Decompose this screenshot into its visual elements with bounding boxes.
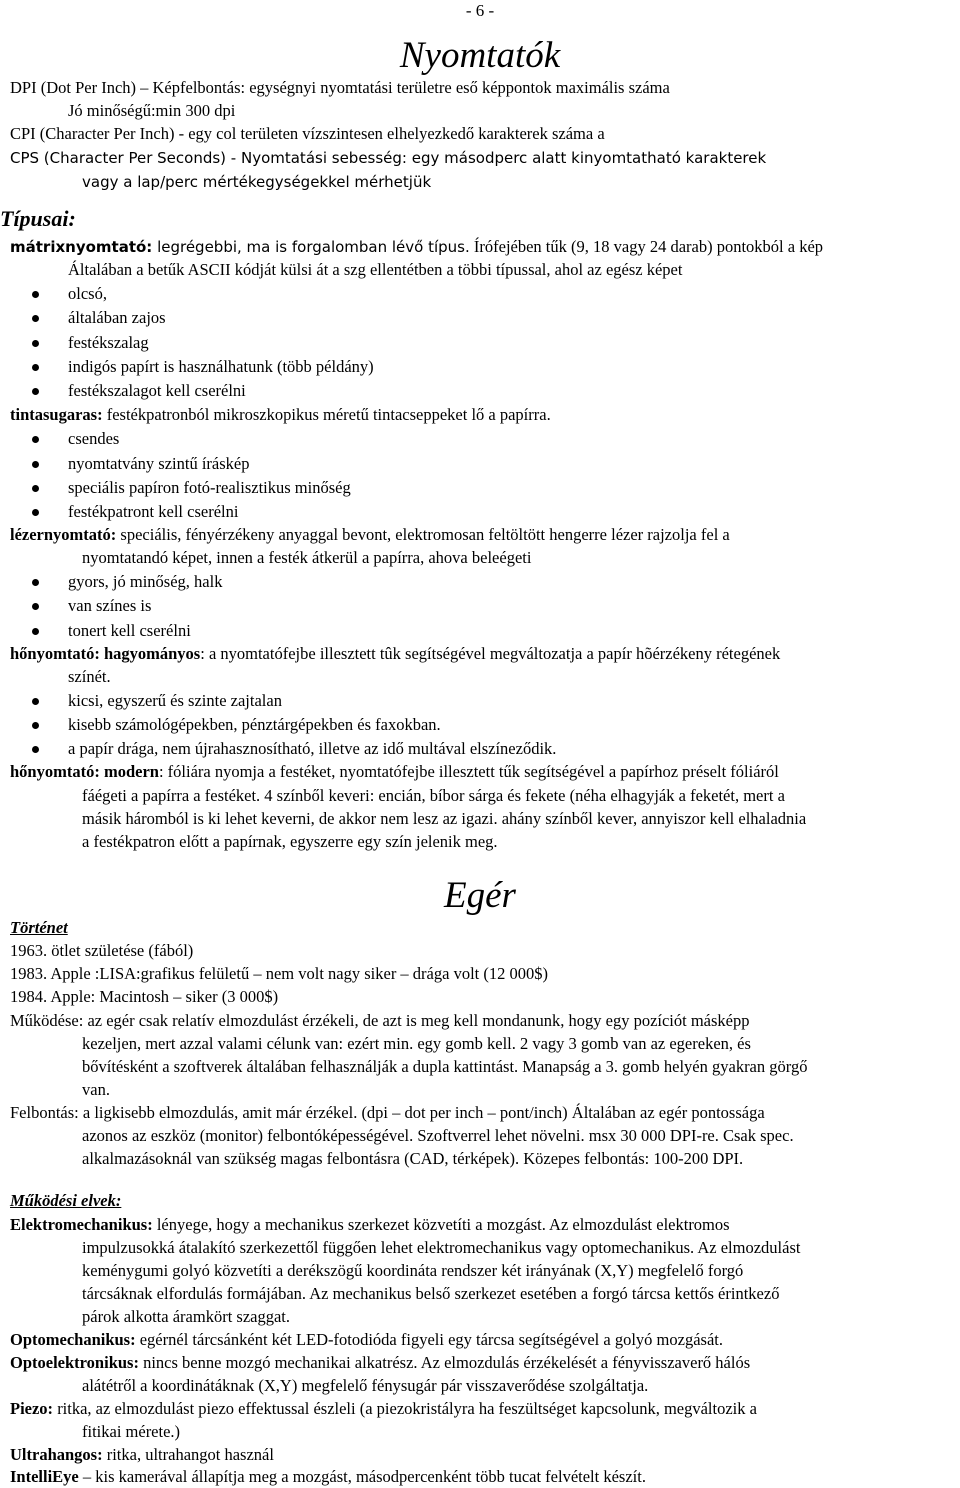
thermal-classic-cont: színét.: [68, 667, 111, 686]
bullet-icon: [32, 364, 39, 371]
bullet-icon: [32, 698, 39, 705]
history-line: 1963. ötlet születése (fából): [10, 941, 194, 960]
bullet-icon: [32, 436, 39, 443]
intro-line: CPS (Character Per Seconds) - Nyomtatási sebesség: egy másodperc alatt kinyomtatható karakterek: [10, 149, 767, 167]
bullet-icon: [32, 579, 39, 586]
intro-line: CPI (Character Per Inch) - egy col területen vízszintesen elhelyezkedő karakterek száma a: [10, 124, 605, 143]
piezo-cont: fitikai mérete.): [82, 1422, 181, 1441]
bullet-icon: [32, 603, 39, 610]
thermal-modern-cont: a festékpatron előtt a papírnak, egyszerre egy szín jelenik meg.: [82, 832, 498, 851]
history-line: 1983. Apple :LISA:grafikus felületű – nem volt nagy siker – drága volt (12 000$): [10, 964, 548, 983]
thermal-modern-text: : fóliára nyomja a festéket, nyomtatófejbe illesztett tűk segítségével a papírhoz préselt fóliáról: [158, 762, 779, 781]
thermal-modern-cont: másik háromból is ki lehet keverni, de akkor nem lesz az igazi. ahány színből kever, annyiszor kell elhaladnia: [82, 809, 807, 828]
laser-text: speciális, fényérzékeny anyaggal bevont, elektromosan feltöltött hengerre lézer rajzolja fel a: [116, 525, 730, 544]
types-heading: Típusai:: [0, 206, 76, 231]
optoelectronic-text: nincs benne mozgó mechanikai alkatrész. Az elmozdulás érzékelését a fényvisszaverő hálós: [138, 1353, 751, 1372]
intro-line: DPI (Dot Per Inch) – Képfelbontás: egységnyi nyomtatási területre eső képpontok maximális száma: [10, 78, 670, 97]
optomech-text: egérnél tárcsánként két LED-fotodióda figyeli egy tárcsa segítségével a golyó mozgását.: [135, 1330, 723, 1349]
matrix-text-2: Írófejében tűk (9, 18 vagy 24 darab) pontokból a kép: [469, 237, 824, 256]
resolution-line: Felbontás: a ligkisebb elmozdulás, amit már érzékel. (dpi – dot per inch – pont/inch) Általában az egér pontossága: [10, 1103, 765, 1122]
piezo-label: Piezo:: [10, 1399, 54, 1418]
matrix-text: legrégebbi, ma is forgalomban lévő típus.: [152, 238, 470, 256]
laser-line: [10, 524, 730, 546]
intellieye-line: [10, 1466, 646, 1488]
intellieye-text: – kis kamerával állapítja meg a mozgást, másodpercenként több tucat felvételt készít.: [78, 1467, 646, 1486]
thermal-classic-text: : a nyomtatófejbe illesztett tûk segítségével megváltozatja a papír hõérzékeny rétegének: [200, 644, 781, 663]
ultrasonic-text: ritka, ultrahangot használ: [102, 1445, 274, 1464]
history-heading: [10, 917, 68, 939]
resolution-line: alkalmazásoknál van szükség magas felbontásra (CAD, térképek). Közepes felbontás: 100-200 DPI.: [82, 1149, 744, 1168]
history-heading-text: Történet: [10, 918, 68, 937]
principles-heading-text: Működési elvek:: [10, 1191, 122, 1210]
optoelectronic-cont: alátétről a koordinátáknak (X,Y) megfelelő fénysugár pár visszaverődése szolgáltatja.: [82, 1376, 649, 1395]
electromech-cont: tárcsáknak elfordulás formájában. Az mechanikus belső szerkezet esetében a forgó tárcsa kettős érintkező: [82, 1284, 780, 1303]
thermal-classic-line: [10, 643, 780, 665]
piezo-text: ritka, az elmozdulást piezo effektussal észleli (a piezokristályra ha feszültséget kapcsolunk, megváltozik a: [53, 1399, 757, 1418]
bullet-icon: [32, 315, 39, 322]
inkjet-line: [10, 404, 551, 426]
electromech-label: Elektromechanikus:: [10, 1215, 153, 1234]
operation-line: Működése: az egér csak relatív elmozdulást érzékeli, de azt is meg kell mondanunk, hogy egy pozíciót másképp: [10, 1011, 750, 1030]
bullet-icon: [32, 388, 39, 395]
principles-heading: [10, 1190, 121, 1212]
thermal-modern-label: hőnyomtató: modern: [10, 762, 159, 781]
intellieye-label: IntelliEye: [10, 1467, 79, 1486]
bullet-icon: [32, 340, 39, 347]
ultrasonic-label: Ultrahangos:: [10, 1445, 103, 1464]
history-line: 1984. Apple: Macintosh – siker (3 000$): [10, 987, 279, 1006]
optomech-line: [10, 1329, 723, 1351]
bullet-icon: [32, 509, 39, 516]
bullet-icon: [32, 746, 39, 753]
matrix-printer-line: [10, 236, 823, 258]
optoelectronic-line: [10, 1352, 750, 1374]
electromech-cont: impulzusokká átalakító szerkezettől függően lehet elektromechanikus vagy optomechanikus. Az elmozdulást: [82, 1238, 801, 1257]
ultrasonic-line: [10, 1444, 274, 1466]
operation-line: kezeljen, mert azzal valami célunk van: ezért min. egy gomb kell. 2 vagy 3 gomb van az egereken, és: [82, 1034, 751, 1053]
piezo-line: [10, 1398, 757, 1420]
page-number: - 6 -: [465, 1, 495, 20]
section-title-printers: Nyomtatók: [399, 35, 561, 76]
resolution-line: azonos az eszköz (monitor) felbontóképességével. Szoftverrel lehet növelni. msx 30 000 DPI-re. Csak spec.: [82, 1126, 794, 1145]
inkjet-text: festékpatronból mikroszkopikus méretű tintacseppeket lő a papírra.: [102, 405, 551, 424]
bullet-icon: [32, 485, 39, 492]
section-title-mouse: Egér: [444, 875, 516, 916]
inkjet-label: tintasugaras:: [10, 405, 103, 424]
laser-cont: nyomtatandó képet, innen a festék átkerül a papírra, ahova beleégeti: [82, 548, 532, 567]
bullet-icon: [32, 461, 39, 468]
intro-line: Jó minőségű:min 300 dpi: [68, 101, 236, 120]
thermal-classic-label: hőnyomtató: hagyományos: [10, 644, 201, 663]
optoelectronic-label: Optoelektronikus:: [10, 1353, 139, 1372]
optomech-label: Optomechanikus:: [10, 1330, 136, 1349]
operation-line: van.: [82, 1080, 110, 1099]
electromech-line: [10, 1214, 730, 1236]
electromech-cont: párok alkotta áramkört szaggat.: [82, 1307, 290, 1326]
operation-line: bővítésként a szoftverek általában felhasználják a dupla kattintást. Manapság a 3. gomb helyén gyakran görgő: [82, 1057, 808, 1076]
bullet-icon: [32, 628, 39, 635]
laser-label: lézernyomtató:: [10, 525, 117, 544]
bullet-icon: [32, 722, 39, 729]
thermal-modern-line: [10, 761, 779, 783]
matrix-cont: Általában a betűk ASCII kódját külsi át a szg ellentétben a többi típussal, ahol az egész képet: [68, 260, 683, 279]
matrix-label: mátrixnyomtató:: [10, 238, 153, 256]
electromech-text: lényege, hogy a mechanikus szerkezet közvetíti a mozgást. Az elmozdulást elektromos: [152, 1215, 730, 1234]
intro-line: vagy a lap/perc mértékegységekkel mérhetjük: [82, 173, 432, 191]
thermal-modern-cont: fáégeti a papírra a festéket. 4 színből keveri: encián, bíbor sárga és fekete (néha elhagyják a feketét, mert a: [82, 786, 785, 805]
electromech-cont: keménygumi golyó közvetíti a derékszögű koordináta rendszer két irányának (X,Y) megfelelő forgó: [82, 1261, 744, 1280]
bullet-icon: [32, 291, 39, 298]
